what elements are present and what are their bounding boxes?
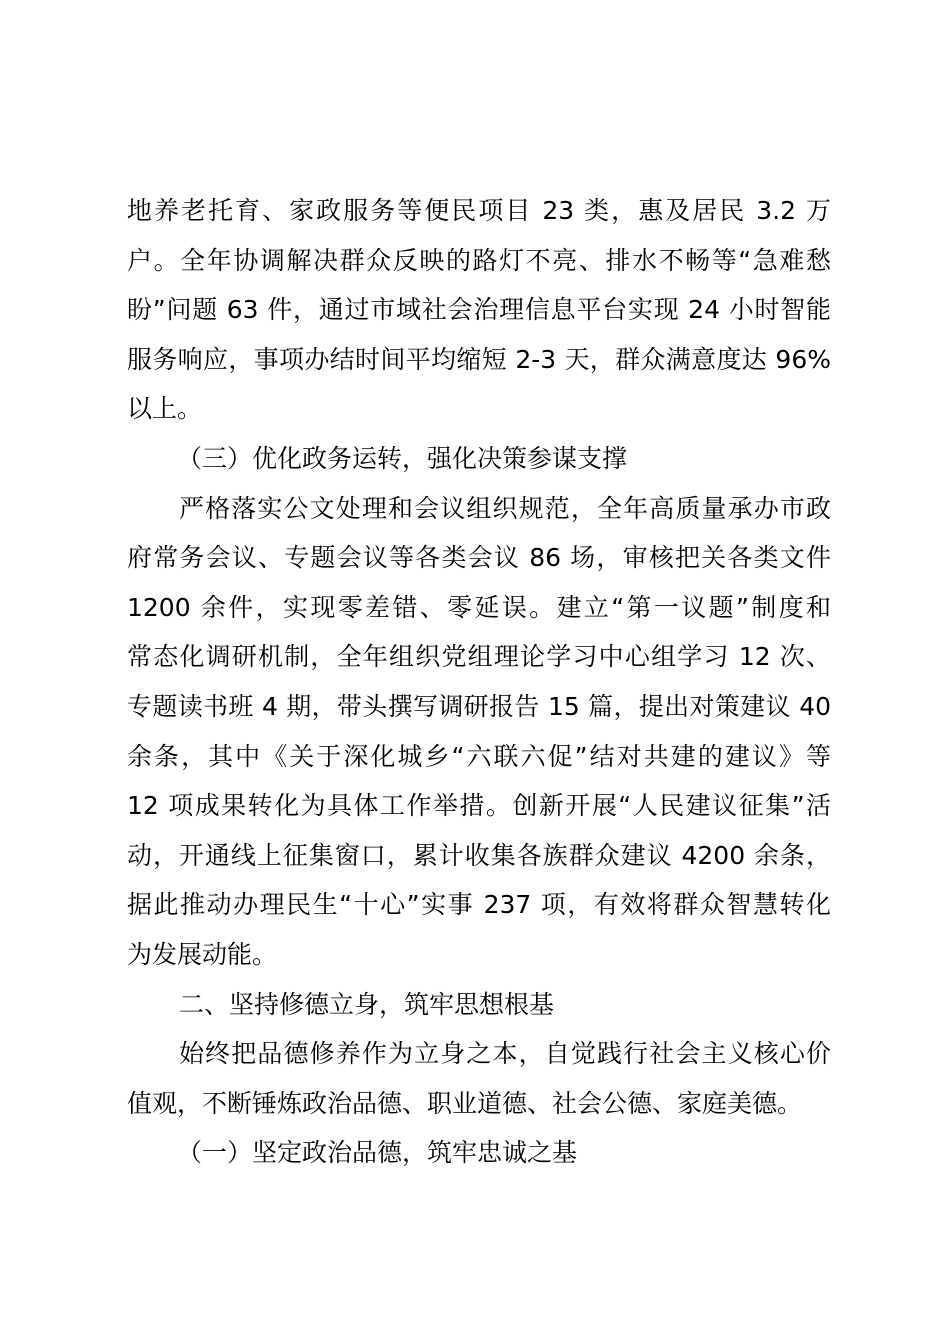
section-subheading: （三）优化政务运转，强化决策参谋支撑 xyxy=(177,443,628,473)
text-line: 1200 余件，实现零差错、零延误。建立“第一议题”制度和 xyxy=(127,592,831,622)
text-line: 始终把品德修养作为立身之本，自觉践行社会主义核心价 xyxy=(179,1039,831,1069)
text-line: 12 项成果转化为具体工作举措。创新开展“人民建议征集”活 xyxy=(127,791,831,821)
section-heading: 二、坚持修德立身，筑牢思想根基 xyxy=(179,989,555,1019)
text-line: 为发展动能。 xyxy=(127,939,278,969)
text-line: 以上。 xyxy=(127,394,203,424)
text-line: 盼”问题 63 件，通过市域社会治理信息平台实现 24 小时智能 xyxy=(127,295,831,325)
section-subheading: （一）坚定政治品德，筑牢忠诚之基 xyxy=(177,1138,578,1168)
text-line: 动，开通线上征集窗口，累计收集各族群众建议 4200 余条， xyxy=(127,840,831,870)
text-line: 余条，其中《关于深化城乡“六联六促”结对共建的建议》等 xyxy=(127,741,831,771)
text-line: 户。全年协调解决群众反映的路灯不亮、排水不畅等“急难愁 xyxy=(127,245,831,275)
text-line: 值观，不断锤炼政治品德、职业道德、社会公德、家庭美德。 xyxy=(127,1088,803,1118)
text-line: 常态化调研机制，全年组织党组理论学习中心组学习 12 次、 xyxy=(127,642,831,672)
text-line: 服务响应，事项办结时间平均缩短 2-3 天，群众满意度达 96% xyxy=(127,344,831,374)
document-body xyxy=(127,186,831,1178)
text-line: 严格落实公文处理和会议组织规范，全年高质量承办市政 xyxy=(179,493,831,523)
text-line: 据此推动办理民生“十心”实事 237 项，有效将群众智慧转化 xyxy=(127,890,831,920)
text-line: 府常务会议、专题会议等各类会议 86 场，审核把关各类文件 xyxy=(127,543,831,573)
text-line: 专题读书班 4 期，带头撰写调研报告 15 篇，提出对策建议 40 xyxy=(127,691,831,721)
text-line: 地养老托育、家政服务等便民项目 23 类，惠及居民 3.2 万 xyxy=(127,196,831,225)
